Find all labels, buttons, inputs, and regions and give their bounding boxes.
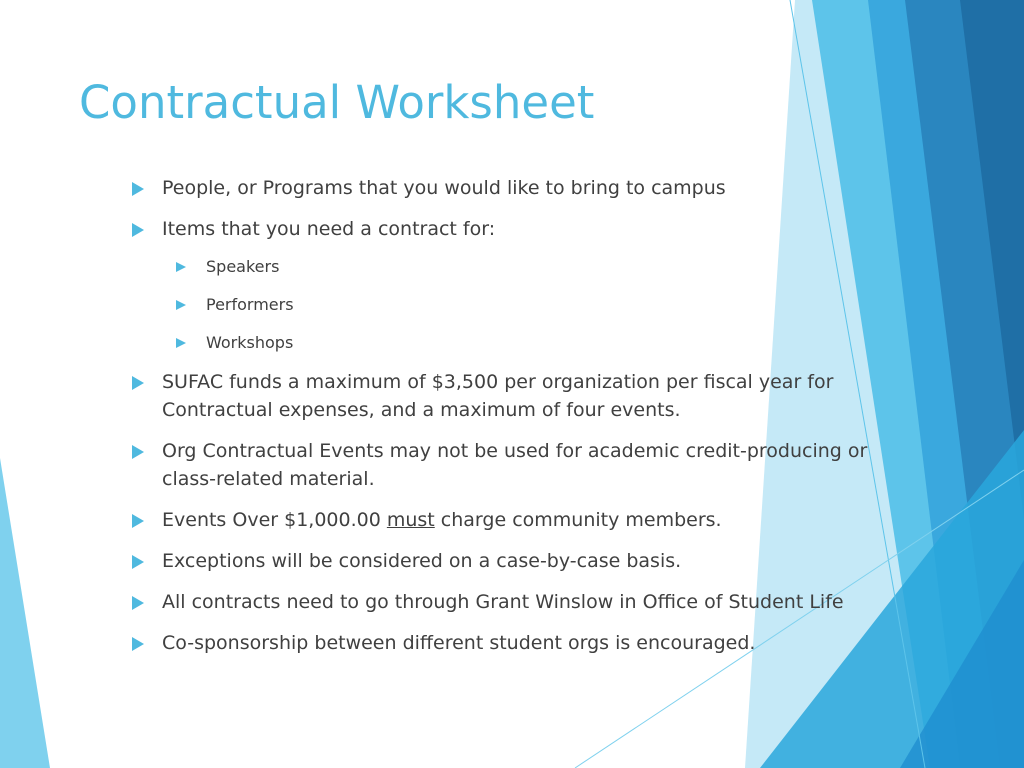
bullet-item — [132, 629, 912, 657]
bullet-text: Co-sponsorship between different student orgs is encouraged. — [162, 632, 756, 654]
bullet-text: Exceptions will be considered on a case-by-case basis. — [162, 550, 682, 572]
triangle-bullet-icon — [132, 596, 144, 610]
bullet-item — [132, 215, 912, 243]
bullet-text: All contracts need to go through Grant Winslow in Office of Student Life — [162, 591, 844, 613]
triangle-bullet-icon — [132, 514, 144, 528]
sub-bullet-item — [176, 294, 912, 316]
bullet-text: Org Contractual Events may not be used for academic credit-producing or class-related material. — [162, 440, 868, 490]
sub-bullet-item — [176, 256, 912, 278]
bullet-text: People, or Programs that you would like to bring to campus — [162, 177, 726, 199]
triangle-bullet-icon — [132, 555, 144, 569]
bullet-text: SUFAC funds a maximum of $3,500 per organization per fiscal year for Contractual expenses, and a maximum of four events. — [162, 371, 834, 421]
triangle-bullet-icon — [176, 338, 186, 348]
bullet-item — [132, 588, 912, 616]
triangle-bullet-icon — [132, 376, 144, 390]
triangle-bullet-icon — [132, 637, 144, 651]
triangle-bullet-icon — [176, 262, 186, 272]
triangle-bullet-icon — [132, 445, 144, 459]
triangle-bullet-icon — [132, 182, 144, 196]
slide-title: Contractual Worksheet — [79, 76, 595, 129]
bullet-item — [132, 174, 912, 202]
sub-bullet-text: Workshops — [206, 333, 294, 352]
triangle-bullet-icon — [176, 300, 186, 310]
bullet-text-after: charge community members. — [434, 509, 722, 531]
sub-bullet-text: Speakers — [206, 257, 280, 276]
bullet-item — [132, 506, 912, 534]
bullet-text: Items that you need a contract for: — [162, 218, 496, 240]
triangle-bullet-icon — [132, 223, 144, 237]
sub-bullet-text: Performers — [206, 295, 294, 314]
bullet-text-before: Events Over $1,000.00 — [162, 509, 387, 531]
bullet-item — [132, 437, 912, 493]
bullet-list — [132, 174, 912, 670]
underlined-word: must — [386, 509, 435, 531]
bullet-item — [132, 547, 912, 575]
left-edge-stripe — [0, 458, 50, 768]
bullet-item — [132, 368, 912, 424]
sub-bullet-item — [176, 332, 912, 354]
